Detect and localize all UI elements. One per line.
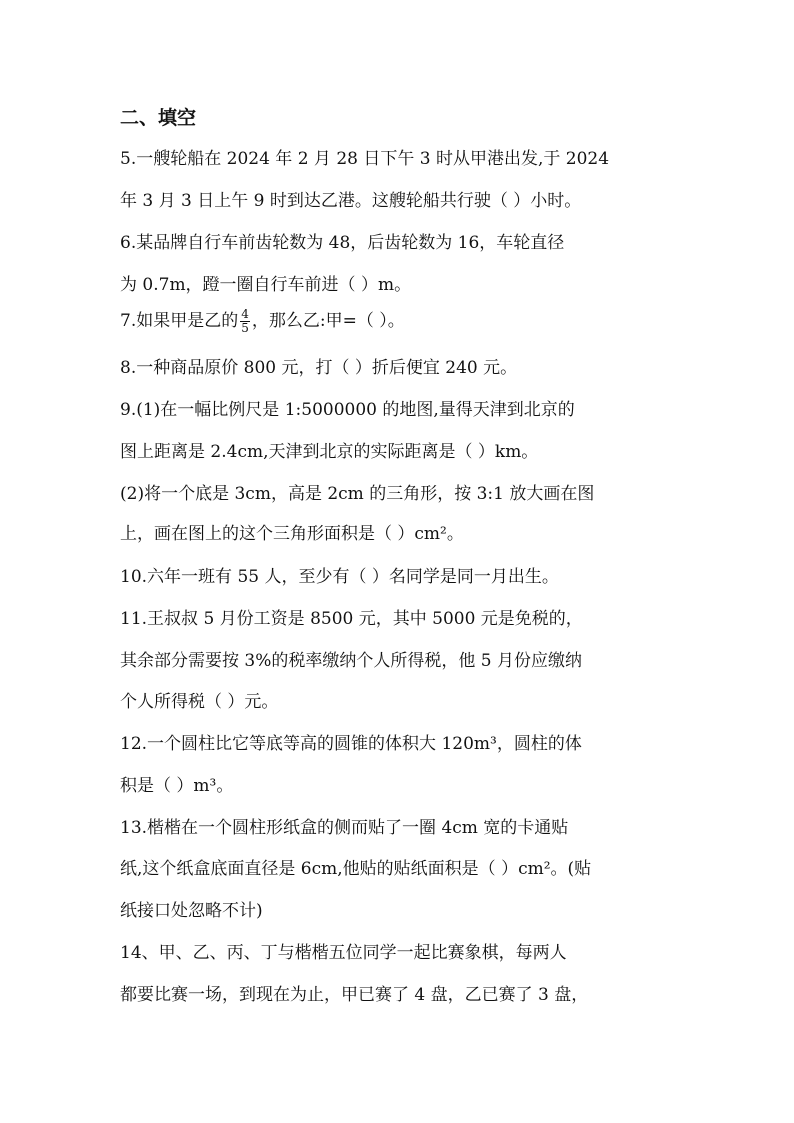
- text-line: 8.一种商品原价 800 元，打（ ）折后便宜 240 元。: [120, 358, 518, 378]
- text-line: 5.一艘轮船在 2024 年 2 月 28 日下午 3 时从甲港出发,于 2024: [120, 149, 610, 169]
- text-line: 其余部分需要按 3%的税率缴纳个人所得税，他 5 月份应缴纳: [120, 651, 582, 671]
- text-line: 为 0.7m，蹬一圈自行车前进（ ）m。: [120, 275, 412, 295]
- text-line: 纸,这个纸盒底面直径是 6cm,他贴的贴纸面积是（ ）cm²。(贴: [120, 859, 592, 879]
- text-line: 10.六年一班有 55 人，至少有（ ）名同学是同一月出生。: [120, 567, 559, 587]
- text-line: 9.(1)在一幅比例尺是 1:5000000 的地图,量得天津到北京的: [120, 400, 575, 420]
- text-line: 14、甲、乙、丙、丁与楷楷五位同学一起比赛象棋，每两人: [120, 943, 567, 963]
- fraction: [240, 308, 250, 335]
- text-line: 个人所得税（ ）元。: [120, 692, 279, 712]
- text-line: 11.王叔叔 5 月份工资是 8500 元，其中 5000 元是免税的，: [120, 609, 583, 629]
- text-line: (2)将一个底是 3cm，高是 2cm 的三角形，按 3:1 放大画在图: [120, 484, 595, 504]
- text-line: 都要比赛一场，到现在为止，甲已赛了 4 盘，乙已赛了 3 盘，: [120, 985, 589, 1005]
- text-line: 纸接口处忽略不计): [120, 901, 263, 921]
- fraction-numerator: 4: [241, 307, 249, 321]
- question-7-line: [120, 308, 405, 335]
- text-line: 12.一个圆柱比它等底等高的圆锥的体积大 120m³，圆柱的体: [120, 734, 582, 754]
- text-line: 图上距离是 2.4cm,天津到北京的实际距离是（ ）km。: [120, 442, 539, 462]
- text-line: 6.某品牌自行车前齿轮数为 48，后齿轮数为 16，车轮直径: [120, 233, 565, 253]
- text-line: 13.楷楷在一个圆柱形纸盒的侧而贴了一圈 4cm 宽的卡通贴: [120, 818, 569, 838]
- text-line: 年 3 月 3 日上午 9 时到达乙港。这艘轮船共行驶（ ）小时。: [120, 191, 582, 211]
- fraction-denominator: 5: [241, 321, 249, 335]
- q7-after: ，那么乙:甲=（ ）。: [251, 311, 405, 331]
- q7-before: 7.如果甲是乙的: [120, 311, 239, 331]
- text-line: 上，画在图上的这个三角形面积是（ ）cm²。: [120, 524, 464, 544]
- section-title: 二、填空: [120, 107, 197, 129]
- text-line: 积是（ ）m³。: [120, 776, 234, 796]
